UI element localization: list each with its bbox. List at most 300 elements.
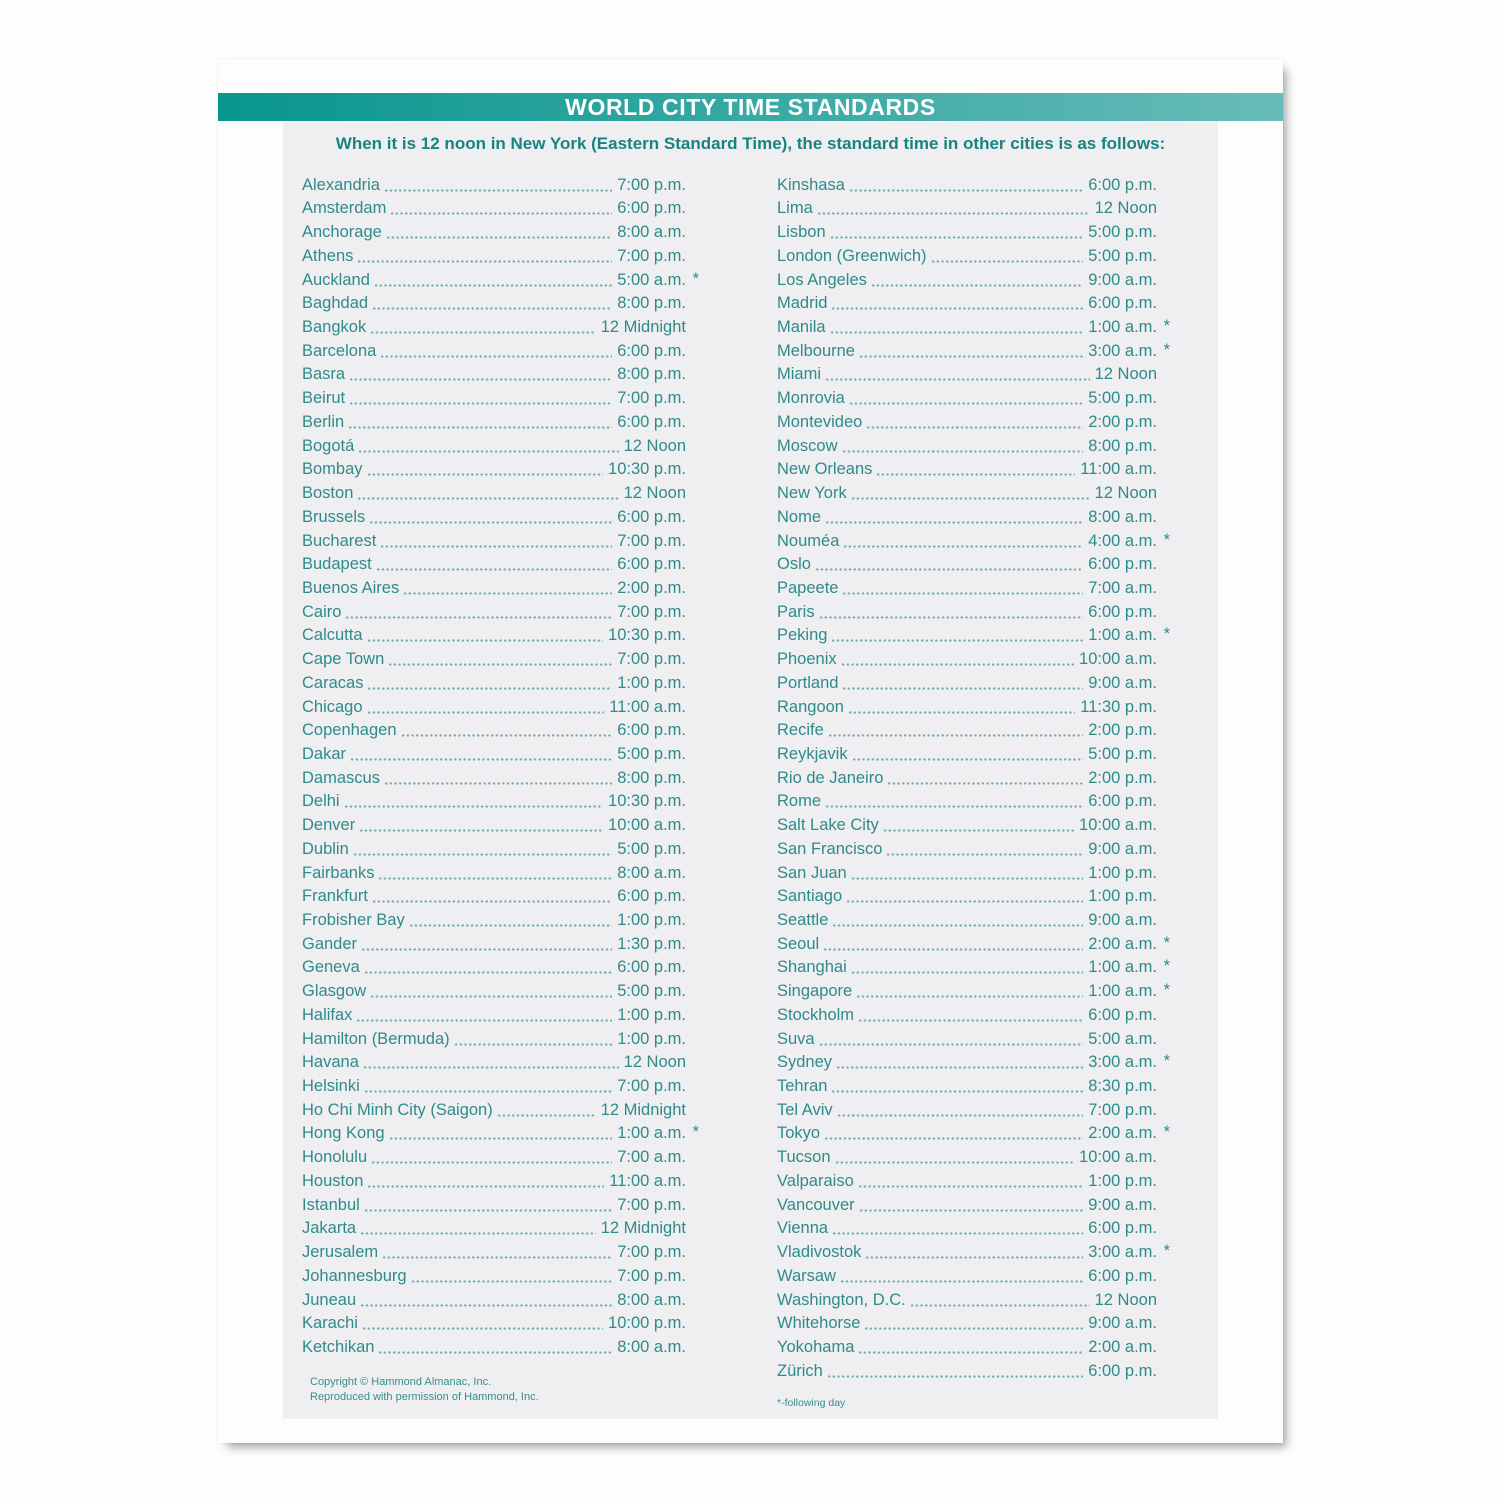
dot-leader	[381, 545, 612, 548]
city-name: Stockholm	[777, 1005, 855, 1024]
dot-leader	[377, 568, 612, 571]
list-item	[302, 931, 686, 955]
city-name: Seattle	[777, 911, 829, 929]
city-name: Madrid	[777, 294, 828, 313]
list-item	[777, 552, 1157, 576]
copyright-line-2: Reproduced with permission of Hammond, Inc.	[310, 1390, 539, 1403]
city-name: Auckland	[302, 270, 370, 289]
time-value: 2:00 a.m.	[1088, 934, 1157, 953]
dot-leader	[818, 212, 1090, 215]
city-name: Karachi	[302, 1314, 358, 1333]
city-name: Baghdad	[302, 294, 369, 313]
time-value: 1:00 a.m.	[1088, 982, 1157, 1001]
list-item	[302, 1287, 686, 1311]
dot-leader	[349, 426, 612, 429]
city-name: New Orleans	[777, 460, 873, 479]
dot-leader	[373, 307, 612, 310]
time-list-left	[302, 172, 699, 1358]
list-item	[302, 1097, 686, 1121]
city-name: Geneva	[302, 958, 360, 977]
time-value: 8:00 p.m.	[1088, 436, 1157, 455]
list-item	[302, 267, 699, 291]
dot-leader	[360, 829, 603, 832]
city-name: Damascus	[302, 768, 380, 787]
list-item	[302, 528, 686, 552]
list-item	[302, 1144, 686, 1168]
city-name: Santiago	[777, 887, 843, 906]
dot-leader	[829, 734, 1083, 737]
city-name: Rio de Janeiro	[777, 768, 884, 787]
dot-leader	[843, 450, 1084, 453]
time-value: 6:00 p.m.	[617, 887, 686, 906]
dot-leader	[498, 1114, 596, 1117]
city-name: Honolulu	[302, 1148, 368, 1167]
list-item	[777, 504, 1157, 528]
city-name: Boston	[302, 484, 354, 503]
list-item	[302, 362, 686, 386]
dot-leader	[872, 284, 1083, 287]
time-value: 8:00 a.m.	[617, 1337, 686, 1356]
dot-leader	[354, 853, 612, 856]
list-item	[777, 480, 1157, 504]
time-value: 8:00 a.m.	[617, 223, 686, 242]
time-value: 1:00 a.m.	[1088, 958, 1157, 977]
city-name: Tel Aviv	[777, 1100, 833, 1119]
time-value: 4:00 a.m.	[1088, 531, 1157, 550]
time-value: 1:00 a.m.	[1088, 318, 1157, 337]
time-value: 5:00 p.m.	[1088, 223, 1157, 242]
list-item	[777, 599, 1157, 623]
list-item	[302, 836, 686, 860]
dot-leader	[365, 971, 612, 974]
dot-leader	[351, 758, 612, 761]
city-name: Kinshasa	[777, 175, 845, 194]
city-name: Zürich	[777, 1361, 823, 1380]
dot-leader	[843, 592, 1083, 595]
time-value: 8:00 p.m.	[617, 365, 686, 384]
time-value: 1:00 p.m.	[1088, 863, 1157, 882]
city-name: Nouméa	[777, 531, 840, 550]
dot-leader	[832, 307, 1083, 310]
time-value: 6:00 p.m.	[617, 721, 686, 740]
dot-leader	[852, 497, 1090, 500]
time-value: 11:30 p.m.	[1080, 697, 1157, 716]
time-value: 6:00 p.m.	[1088, 792, 1157, 811]
dot-leader	[387, 236, 612, 239]
list-item	[302, 1002, 686, 1026]
city-name: Vienna	[777, 1219, 829, 1238]
city-name: Beirut	[302, 389, 346, 408]
city-name: Moscow	[777, 436, 838, 455]
city-name: Bogotá	[302, 436, 355, 455]
time-table	[283, 172, 1218, 1410]
dot-leader	[365, 1209, 612, 1212]
city-name: Dakar	[302, 744, 347, 763]
time-value: 8:00 p.m.	[617, 294, 686, 313]
page-title: WORLD CITY TIME STANDARDS	[565, 94, 936, 120]
city-name: Lisbon	[777, 223, 826, 242]
city-name: San Juan	[777, 863, 847, 882]
time-value: 7:00 p.m.	[617, 1195, 686, 1214]
list-item	[302, 314, 686, 338]
dot-leader	[842, 663, 1074, 666]
time-value: 1:00 p.m.	[617, 1005, 686, 1024]
list-item	[302, 978, 686, 1002]
list-item	[302, 1073, 686, 1097]
list-item	[302, 219, 686, 243]
dot-leader	[836, 1161, 1075, 1164]
city-name: Anchorage	[302, 223, 382, 242]
next-day-star: *	[692, 1123, 699, 1142]
city-name: Vancouver	[777, 1195, 855, 1214]
list-item	[777, 623, 1170, 647]
city-name: Paris	[777, 602, 815, 621]
city-name: Gander	[302, 934, 358, 953]
city-name: Fairbanks	[302, 863, 375, 882]
list-item	[302, 789, 686, 813]
column-right	[777, 172, 1170, 1410]
dot-leader	[345, 805, 603, 808]
dot-leader	[820, 1043, 1084, 1046]
time-value: 8:00 p.m.	[617, 768, 686, 787]
dot-leader	[832, 639, 1083, 642]
dot-leader	[361, 1232, 596, 1235]
list-item	[302, 504, 686, 528]
city-name: New York	[777, 484, 847, 503]
city-name: Oslo	[777, 555, 811, 574]
city-name: Basra	[302, 365, 346, 384]
city-name: Nome	[777, 507, 822, 526]
time-value: 11:00 a.m.	[609, 697, 686, 716]
list-item	[777, 362, 1157, 386]
list-item	[777, 433, 1157, 457]
copyright-line-1: Copyright © Hammond Almanac, Inc.	[310, 1375, 492, 1388]
city-name: Los Angeles	[777, 270, 867, 289]
dot-leader	[859, 1351, 1083, 1354]
list-item	[777, 1358, 1157, 1382]
dot-leader	[359, 450, 618, 453]
list-item	[777, 314, 1170, 338]
time-value: 6:00 p.m.	[1088, 1361, 1157, 1380]
city-name: Houston	[302, 1171, 364, 1190]
dot-leader	[368, 473, 604, 476]
time-value: 12 Noon	[623, 436, 686, 455]
time-value: 7:00 p.m.	[617, 1243, 686, 1262]
city-name: Portland	[777, 673, 839, 692]
time-value: 6:00 p.m.	[617, 507, 686, 526]
list-item	[302, 1192, 686, 1216]
dot-leader	[838, 1114, 1084, 1117]
list-item	[777, 196, 1157, 220]
list-item	[302, 599, 686, 623]
list-item	[302, 552, 686, 576]
time-value: 5:00 a.m.	[617, 270, 686, 289]
city-name: Hamilton (Bermuda)	[302, 1029, 450, 1048]
dot-leader	[358, 260, 612, 263]
time-value: 9:00 a.m.	[1088, 911, 1157, 929]
list-item	[302, 433, 686, 457]
dot-leader	[865, 1327, 1083, 1330]
list-item	[302, 1334, 686, 1358]
next-day-star: *	[1163, 957, 1170, 976]
dot-leader	[820, 616, 1084, 619]
time-value: 1:00 a.m.	[1088, 626, 1157, 645]
city-name: Berlin	[302, 412, 345, 431]
next-day-star: *	[1163, 933, 1170, 952]
dot-leader	[368, 1185, 604, 1188]
dot-leader	[841, 1280, 1083, 1283]
list-item	[302, 243, 686, 267]
city-name: London (Greenwich)	[777, 246, 927, 265]
city-name: Montevideo	[777, 412, 863, 431]
dot-leader	[357, 1019, 612, 1022]
list-item	[302, 196, 686, 220]
dot-leader	[371, 331, 595, 334]
city-name: Helsinki	[302, 1077, 360, 1096]
city-name: Barcelona	[302, 341, 377, 360]
dot-leader	[911, 1304, 1090, 1307]
time-value: 12 Midnight	[600, 318, 686, 337]
time-value: 10:30 p.m.	[608, 792, 686, 811]
time-value: 7:00 p.m.	[617, 602, 686, 621]
time-value: 5:00 p.m.	[617, 744, 686, 763]
time-value: 10:00 p.m.	[608, 1314, 686, 1333]
list-item	[777, 765, 1157, 789]
list-item	[777, 1239, 1170, 1263]
time-value: 9:00 a.m.	[1088, 1314, 1157, 1333]
city-name: Copenhagen	[302, 721, 397, 740]
dot-leader	[831, 331, 1084, 334]
list-item	[777, 528, 1170, 552]
time-value: 6:00 p.m.	[1088, 555, 1157, 574]
time-value: 11:00 a.m.	[1080, 460, 1157, 479]
city-name: Amsterdam	[302, 199, 387, 218]
next-day-star: *	[1163, 625, 1170, 644]
list-item	[302, 575, 686, 599]
city-name: Juneau	[302, 1290, 357, 1309]
city-name: Whitehorse	[777, 1314, 861, 1333]
city-name: Shanghai	[777, 958, 847, 977]
city-name: Jakarta	[302, 1219, 357, 1238]
dot-leader	[364, 1066, 619, 1069]
dot-leader	[826, 378, 1090, 381]
city-name: Vladivostok	[777, 1243, 862, 1262]
time-value: 1:00 p.m.	[617, 673, 686, 692]
city-name: Manila	[777, 318, 826, 337]
dot-leader	[410, 924, 612, 927]
list-item	[302, 291, 686, 315]
next-day-star: *	[1163, 1242, 1170, 1261]
list-item	[777, 646, 1157, 670]
list-item	[302, 1239, 686, 1263]
dot-leader	[867, 426, 1083, 429]
copyright	[310, 1375, 686, 1405]
time-value: 10:00 a.m.	[1079, 816, 1157, 835]
list-item	[302, 338, 686, 362]
list-item	[777, 1026, 1157, 1050]
time-list-right	[777, 172, 1170, 1382]
time-value: 6:00 p.m.	[1088, 175, 1157, 194]
time-value: 6:00 p.m.	[1088, 1005, 1157, 1024]
time-value: 3:00 a.m.	[1088, 341, 1157, 360]
list-item	[777, 694, 1157, 718]
time-value: 5:00 p.m.	[1088, 744, 1157, 763]
subtitle: When it is 12 noon in New York (Eastern Standard Time), the standard time in other cities is as follows:	[335, 134, 1166, 153]
time-value: 10:00 a.m.	[1079, 1148, 1157, 1167]
list-item	[777, 1287, 1157, 1311]
dot-leader	[849, 711, 1075, 714]
dot-leader	[404, 592, 612, 595]
dot-leader	[371, 995, 612, 998]
city-name: Caracas	[302, 673, 364, 692]
dot-leader	[390, 1137, 613, 1140]
time-value: 8:00 a.m.	[617, 863, 686, 882]
city-name: Frobisher Bay	[302, 911, 405, 929]
list-item	[302, 765, 686, 789]
column-left	[302, 172, 699, 1410]
list-item	[777, 718, 1157, 742]
city-name: Brussels	[302, 507, 366, 526]
list-item	[302, 884, 686, 908]
dot-leader	[385, 782, 612, 785]
list-item	[302, 955, 686, 979]
time-value: 5:00 p.m.	[617, 982, 686, 1001]
time-value: 7:00 p.m.	[617, 175, 686, 194]
list-item	[302, 718, 686, 742]
time-value: 6:00 p.m.	[1088, 1219, 1157, 1238]
list-item	[777, 907, 1157, 931]
list-item	[777, 457, 1157, 481]
dot-leader	[816, 568, 1083, 571]
city-name: Singapore	[777, 982, 853, 1001]
city-name: Ho Chi Minh City (Saigon)	[302, 1100, 493, 1119]
time-value: 6:00 p.m.	[617, 412, 686, 431]
dot-leader	[833, 1232, 1083, 1235]
dot-leader	[379, 877, 612, 880]
dot-leader	[860, 1209, 1084, 1212]
time-value: 5:00 p.m.	[1088, 246, 1157, 265]
city-name: Phoenix	[777, 650, 837, 669]
time-value: 12 Midnight	[600, 1219, 686, 1238]
city-name: Budapest	[302, 555, 372, 574]
city-name: Rome	[777, 792, 822, 811]
time-value: 6:00 p.m.	[1088, 1266, 1157, 1285]
list-item	[777, 219, 1157, 243]
time-value: 5:00 p.m.	[1088, 389, 1157, 408]
city-name: Cape Town	[302, 650, 385, 669]
dot-leader	[358, 497, 618, 500]
dot-leader	[887, 853, 1083, 856]
city-name: Suva	[777, 1029, 815, 1048]
title-banner	[218, 93, 1283, 121]
dot-leader	[391, 212, 612, 215]
list-item	[302, 907, 686, 931]
list-item	[302, 1050, 686, 1074]
dot-leader	[412, 1280, 613, 1283]
dot-leader	[852, 877, 1083, 880]
list-item	[777, 1263, 1157, 1287]
city-name: Melbourne	[777, 341, 855, 360]
next-day-star: *	[1163, 1123, 1170, 1142]
city-name: Tucson	[777, 1148, 831, 1167]
city-name: Washington, D.C.	[777, 1290, 906, 1309]
time-value: 7:00 a.m.	[617, 1148, 686, 1167]
dot-leader	[368, 639, 604, 642]
dot-leader	[844, 545, 1083, 548]
time-value: 1:30 p.m.	[617, 934, 686, 953]
page-sheet	[218, 59, 1283, 1443]
list-item	[777, 860, 1157, 884]
time-value: 9:00 a.m.	[1088, 673, 1157, 692]
city-name: Havana	[302, 1053, 359, 1072]
time-value: 9:00 a.m.	[1088, 839, 1157, 858]
dot-leader	[847, 900, 1083, 903]
dot-leader	[363, 1327, 603, 1330]
next-day-star: *	[1163, 317, 1170, 336]
time-value: 5:00 p.m.	[617, 839, 686, 858]
dot-leader	[859, 1185, 1083, 1188]
list-item	[777, 931, 1170, 955]
time-value: 1:00 a.m.	[617, 1124, 686, 1143]
dot-leader	[385, 189, 612, 192]
list-item	[302, 409, 686, 433]
city-name: Buenos Aires	[302, 578, 400, 597]
dot-leader	[826, 521, 1083, 524]
list-item	[302, 860, 686, 884]
city-name: San Francisco	[777, 839, 883, 858]
dot-leader	[888, 782, 1083, 785]
city-name: Alexandria	[302, 175, 380, 194]
list-item	[777, 291, 1157, 315]
time-value: 7:00 a.m.	[1088, 578, 1157, 597]
list-item	[777, 812, 1157, 836]
city-name: Yokohama	[777, 1337, 855, 1356]
dot-leader	[837, 1066, 1083, 1069]
list-item	[302, 172, 686, 196]
list-item	[302, 457, 686, 481]
time-value: 6:00 p.m.	[617, 958, 686, 977]
city-name: Tehran	[777, 1077, 828, 1096]
list-item	[777, 1144, 1157, 1168]
next-day-star: *	[1163, 1052, 1170, 1071]
city-name: Peking	[777, 626, 828, 645]
time-value: 7:00 p.m.	[617, 1077, 686, 1096]
time-value: 1:00 p.m.	[617, 1029, 686, 1048]
city-name: Rangoon	[777, 697, 844, 716]
list-item	[302, 1216, 686, 1240]
list-item	[777, 836, 1157, 860]
city-name: Warsaw	[777, 1266, 836, 1285]
city-name: Hong Kong	[302, 1124, 385, 1143]
dot-leader	[932, 260, 1084, 263]
list-item	[302, 385, 686, 409]
list-item	[777, 575, 1157, 599]
time-value: 6:00 p.m.	[617, 341, 686, 360]
city-name: Ketchikan	[302, 1337, 375, 1356]
dot-leader	[402, 734, 613, 737]
next-day-star: *	[1163, 530, 1170, 549]
time-value: 5:00 a.m.	[1088, 1029, 1157, 1048]
city-name: Johannesburg	[302, 1266, 407, 1285]
dot-leader	[825, 1137, 1083, 1140]
dot-leader	[831, 236, 1084, 239]
list-item	[302, 480, 686, 504]
dot-leader	[368, 711, 605, 714]
time-value: 2:00 a.m.	[1088, 1124, 1157, 1143]
dot-leader	[350, 402, 612, 405]
time-value: 1:00 p.m.	[617, 911, 686, 929]
time-value: 8:30 p.m.	[1088, 1077, 1157, 1096]
